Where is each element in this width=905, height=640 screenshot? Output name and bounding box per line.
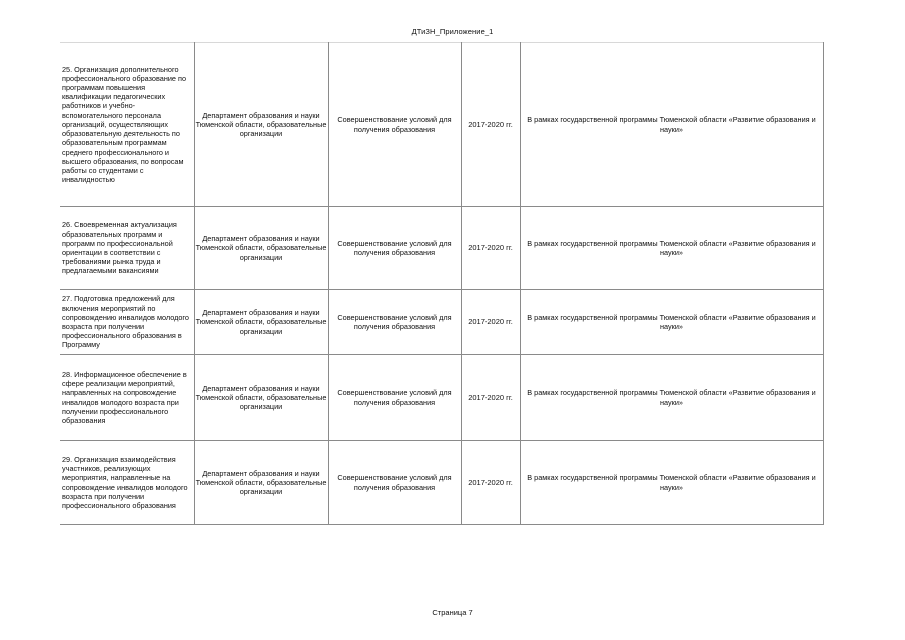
goal-cell: Совершенствование условий для получения образования <box>328 43 461 207</box>
program-cell: В рамках государственной программы Тюменской области «Развитие образования и науки» <box>520 207 823 290</box>
period-cell: 2017-2020 гг. <box>461 207 520 290</box>
program-cell: В рамках государственной программы Тюменской области «Развитие образования и науки» <box>520 290 823 355</box>
page-number: Страница 7 <box>432 608 473 617</box>
table-row <box>60 43 823 207</box>
table-row <box>60 441 823 525</box>
executor-cell: Департамент образования и науки Тюменской области, образовательные организации <box>194 207 328 290</box>
table-row <box>60 355 823 441</box>
measures-table <box>60 42 824 525</box>
executor-cell: Департамент образования и науки Тюменской области, образовательные организации <box>194 290 328 355</box>
program-cell: В рамках государственной программы Тюменской области «Развитие образования и науки» <box>520 441 823 525</box>
program-cell: В рамках государственной программы Тюменской области «Развитие образования и науки» <box>520 43 823 207</box>
goal-cell: Совершенствование условий для получения образования <box>328 355 461 441</box>
period-cell: 2017-2020 гг. <box>461 290 520 355</box>
goal-cell: Совершенствование условий для получения образования <box>328 441 461 525</box>
event-cell: 28. Информационное обеспечение в сфере реализации мероприятий, направленных на сопровождение инвалидов молодого возраста при получении профессионального образования <box>60 355 194 441</box>
goal-cell: Совершенствование условий для получения образования <box>328 207 461 290</box>
goal-cell: Совершенствование условий для получения образования <box>328 290 461 355</box>
event-cell: 26. Своевременная актуализация образовательных программ и программ по профессиональной ориентации в соответствии с требованиями рынка труда и предлагаемыми вакансиями <box>60 207 194 290</box>
table-row <box>60 290 823 355</box>
event-cell: 29. Организация взаимодействия участников, реализующих мероприятия, направленные на сопровождение инвалидов молодого возраста при получении профессионального образования <box>60 441 194 525</box>
executor-cell: Департамент образования и науки Тюменской области, образовательные организации <box>194 43 328 207</box>
program-cell: В рамках государственной программы Тюменской области «Развитие образования и науки» <box>520 355 823 441</box>
period-cell: 2017-2020 гг. <box>461 441 520 525</box>
document-header: ДТиЗН_Приложение_1 <box>411 27 494 36</box>
period-cell: 2017-2020 гг. <box>461 43 520 207</box>
executor-cell: Департамент образования и науки Тюменской области, образовательные организации <box>194 355 328 441</box>
executor-cell: Департамент образования и науки Тюменской области, образовательные организации <box>194 441 328 525</box>
event-cell: 27. Подготовка предложений для включения мероприятий по сопровождению инвалидов молодого возраста при получении профессионального образования в Программу <box>60 290 194 355</box>
table-row <box>60 207 823 290</box>
event-cell: 25. Организация дополнительного профессионального образование по программам повышения квалификации педагогических работников и учебно-вспомогательного персонала организаций, осуществляющих образовательную деятельность по образовательным программам среднего профессионального и высшего образования, по вопросам работы со студентами с инвалидностью <box>60 43 194 207</box>
period-cell: 2017-2020 гг. <box>461 355 520 441</box>
